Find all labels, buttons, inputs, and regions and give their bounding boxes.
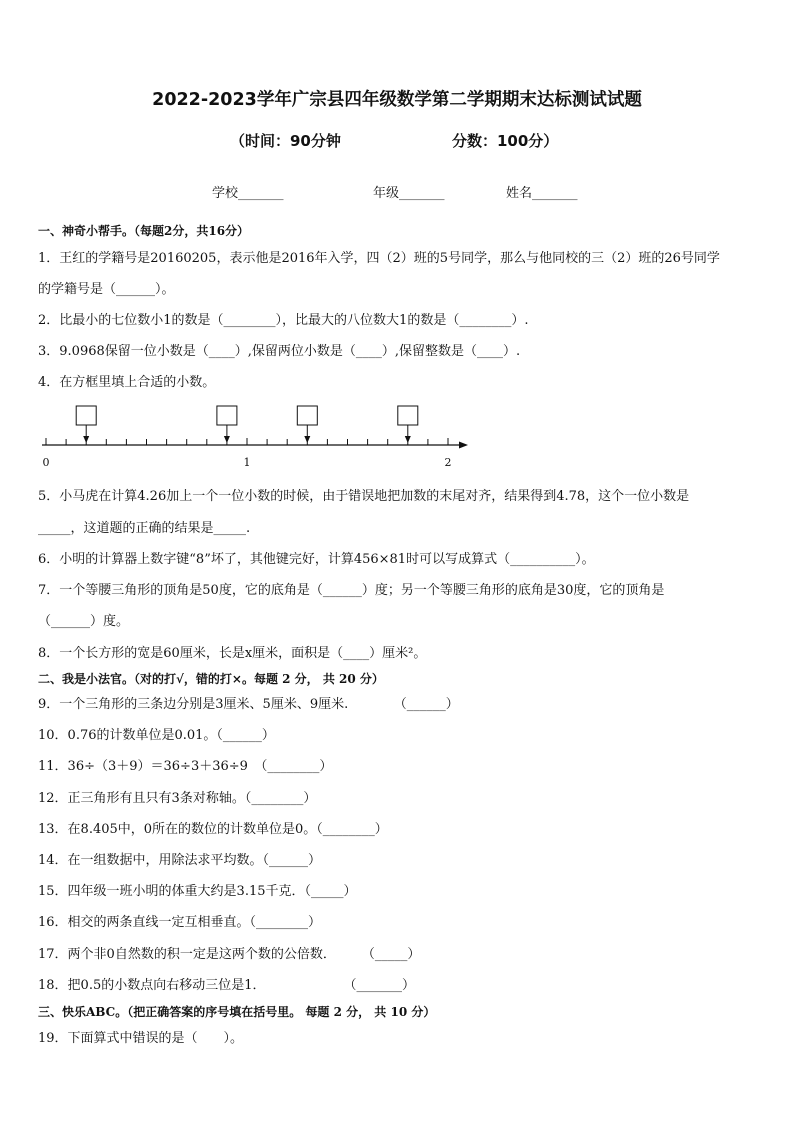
grade-field[interactable]: 年级_______	[373, 186, 445, 201]
question-14: 14．在一组数据中，用除法求平均数。（______）	[38, 853, 322, 868]
number-line-figure	[38, 404, 468, 474]
exam-time: （时间：90分钟	[230, 132, 341, 150]
section-heading-1: 一、神奇小帮手。（每题2分，共16分）	[38, 224, 250, 238]
tick-label: 1	[243, 456, 251, 469]
name-field[interactable]: 姓名_______	[506, 186, 578, 201]
question-2: 2．比最小的七位数小1的数是（________），比最大的八位数大1的数是（________）.	[38, 313, 529, 328]
question-7: 7．一个等腰三角形的顶角是50度，它的底角是（______）度；另一个等腰三角形的底角是30度，它的顶角是	[38, 583, 665, 598]
question-1-continued: 的学籍号是（______）。	[38, 282, 175, 297]
question-4: 4．在方框里填上合适的小数。	[38, 375, 216, 390]
question-12: 12．正三角形有且只有3条对称轴。（________）	[38, 791, 317, 806]
question-5: 5．小马虎在计算4.26加上一个一位小数的时候，由于错误地把加数的末尾对齐，结果得到4.78，这个一位小数是	[38, 489, 690, 504]
pointer-arrow-icon	[83, 436, 89, 443]
tick-label: 0	[42, 456, 50, 469]
question-10: 10．0.76的计数单位是0.01。（______）	[38, 728, 275, 743]
answer-box	[297, 406, 317, 425]
answer-box	[217, 406, 237, 425]
tick-label: 2	[444, 456, 452, 469]
question-6: 6．小明的计算器上数字键“8”坏了，其他键完好，计算456×81时可以写成算式（__________）。	[38, 552, 595, 567]
question-13: 13．在8.405中，0所在的数位的计数单位是0。（________）	[38, 822, 388, 837]
answer-box	[76, 406, 96, 425]
question-7-continued: （______）度。	[38, 614, 130, 629]
question-18: 18．把0.5的小数点向右移动三位是1． （_______）	[38, 978, 415, 993]
school-field[interactable]: 学校_______	[212, 186, 284, 201]
page-title: 2022-2023学年广宗县四年级数学第二学期期末达标测试试题	[152, 90, 642, 110]
section-heading-3: 三、快乐ABC。（把正确答案的序号填在括号里。 每题 2 分， 共 10 分）	[38, 1005, 436, 1019]
answer-box	[398, 406, 418, 425]
section-heading-2: 二、我是小法官。（对的打√，错的打×。每题 2 分， 共 20 分）	[38, 672, 384, 686]
question-9: 9．一个三角形的三条边分别是3厘米、5厘米、9厘米. （______）	[38, 697, 459, 712]
pointer-arrow-icon	[405, 436, 411, 443]
question-19: 19．下面算式中错误的是（ ）。	[38, 1031, 244, 1046]
question-17: 17．两个非0自然数的积一定是这两个数的公倍数． （_____）	[38, 947, 421, 962]
question-3: 3．9.0968保留一位小数是（____）,保留两位小数是（____）,保留整数是（____）.	[38, 344, 521, 359]
question-16: 16．相交的两条直线一定互相垂直。（________）	[38, 915, 322, 930]
exam-score: 分数：100分）	[452, 132, 559, 150]
number-line	[38, 404, 468, 474]
question-15: 15．四年级一班小明的体重大约是3.15千克．（_____）	[38, 884, 357, 899]
axis-arrow-icon	[459, 442, 468, 449]
pointer-arrow-icon	[304, 436, 310, 443]
question-1: 1．王红的学籍号是20160205，表示他是2016年入学，四（2）班的5号同学，那么与他同校的三（2）班的26号同学	[38, 251, 720, 266]
pointer-arrow-icon	[224, 436, 230, 443]
question-8: 8．一个长方形的宽是60厘米，长是x厘米，面积是（____）厘米²。	[38, 646, 427, 661]
question-5-continued: _____，这道题的正确的结果是_____.	[38, 521, 251, 536]
question-11: 11．36÷（3＋9）＝36÷3＋36÷9 （________）	[38, 759, 333, 774]
